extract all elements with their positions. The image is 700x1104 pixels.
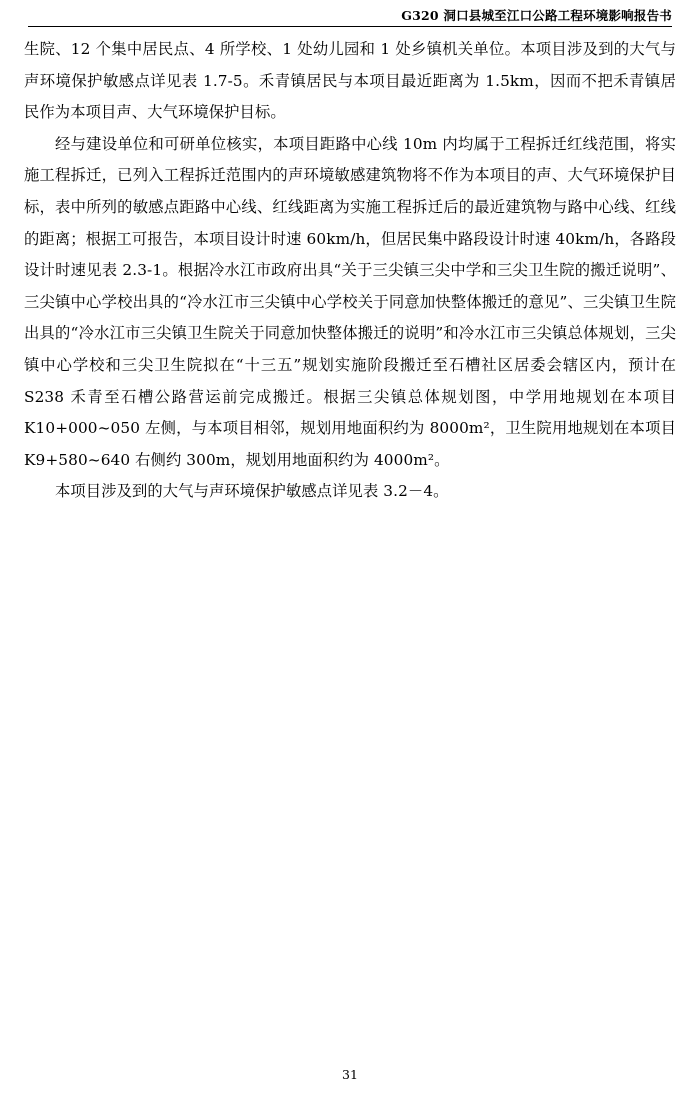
header-divider <box>28 26 672 27</box>
page-header <box>0 0 700 31</box>
paragraph-1: 生院、12 个集中居民点、4 所学校、1 处幼儿园和 1 处乡镇机关单位。本项目涉及到的大气与声环境保护敏感点详见表 1.7-5。禾青镇居民与本项目最近距离为 1.5km，因而不把禾青镇居民作为本项目声、大气环境保护目标。 <box>24 40 676 122</box>
page-number: 31 <box>342 1067 358 1082</box>
paragraph-3: 本项目涉及到的大气与声环境保护敏感点详见表 3.2－4。 <box>55 482 449 501</box>
paragraph-2: 经与建设单位和可研单位核实，本项目距路中心线 10m 内均属于工程拆迁红线范围，将实施工程拆迁，已列入工程拆迁范围内的声环境敏感建筑物将不作为本项目的声、大气环境保护目标，表中所列的敏感点距路中心线、红线距离为实施工程拆迁后的最近建筑物与路中心线、红线的距离；根据工可报告，本项目设计时速 60km/h，但居民集中路段设计时速 40km/h，各路段设计时速见表 2.3-1。根据冷水江市政府出具“关于三尖镇三尖中学和三尖卫生院的搬迁说明”、三尖镇中心学校出具的“冷水江市三尖镇中心学校关于同意加快整体搬迁的意见”、三尖镇卫生院出具的“冷水江市三尖镇卫生院关于同意加快整体搬迁的说明”和冷水江市三尖镇总体规划，三尖镇中心学校和三尖卫生院拟在“十三五”规划实施阶段搬迁至石槽社区居委会辖区内，预计在 S238 禾青至石槽公路营运前完成搬迁。根据三尖镇总体规划图，中学用地规划在本项目 K10+000~050 左侧，与本项目相邻，规划用地面积约为 8000m²，卫生院用地规划在本项目 K9+580~640 右侧约 300m，规划用地面积约为 4000m²。 <box>24 134 676 469</box>
page-footer <box>0 1067 700 1082</box>
page-content <box>24 34 676 508</box>
header-title: G320 洞口县城至江口公路工程环境影响报告书 <box>401 8 672 23</box>
